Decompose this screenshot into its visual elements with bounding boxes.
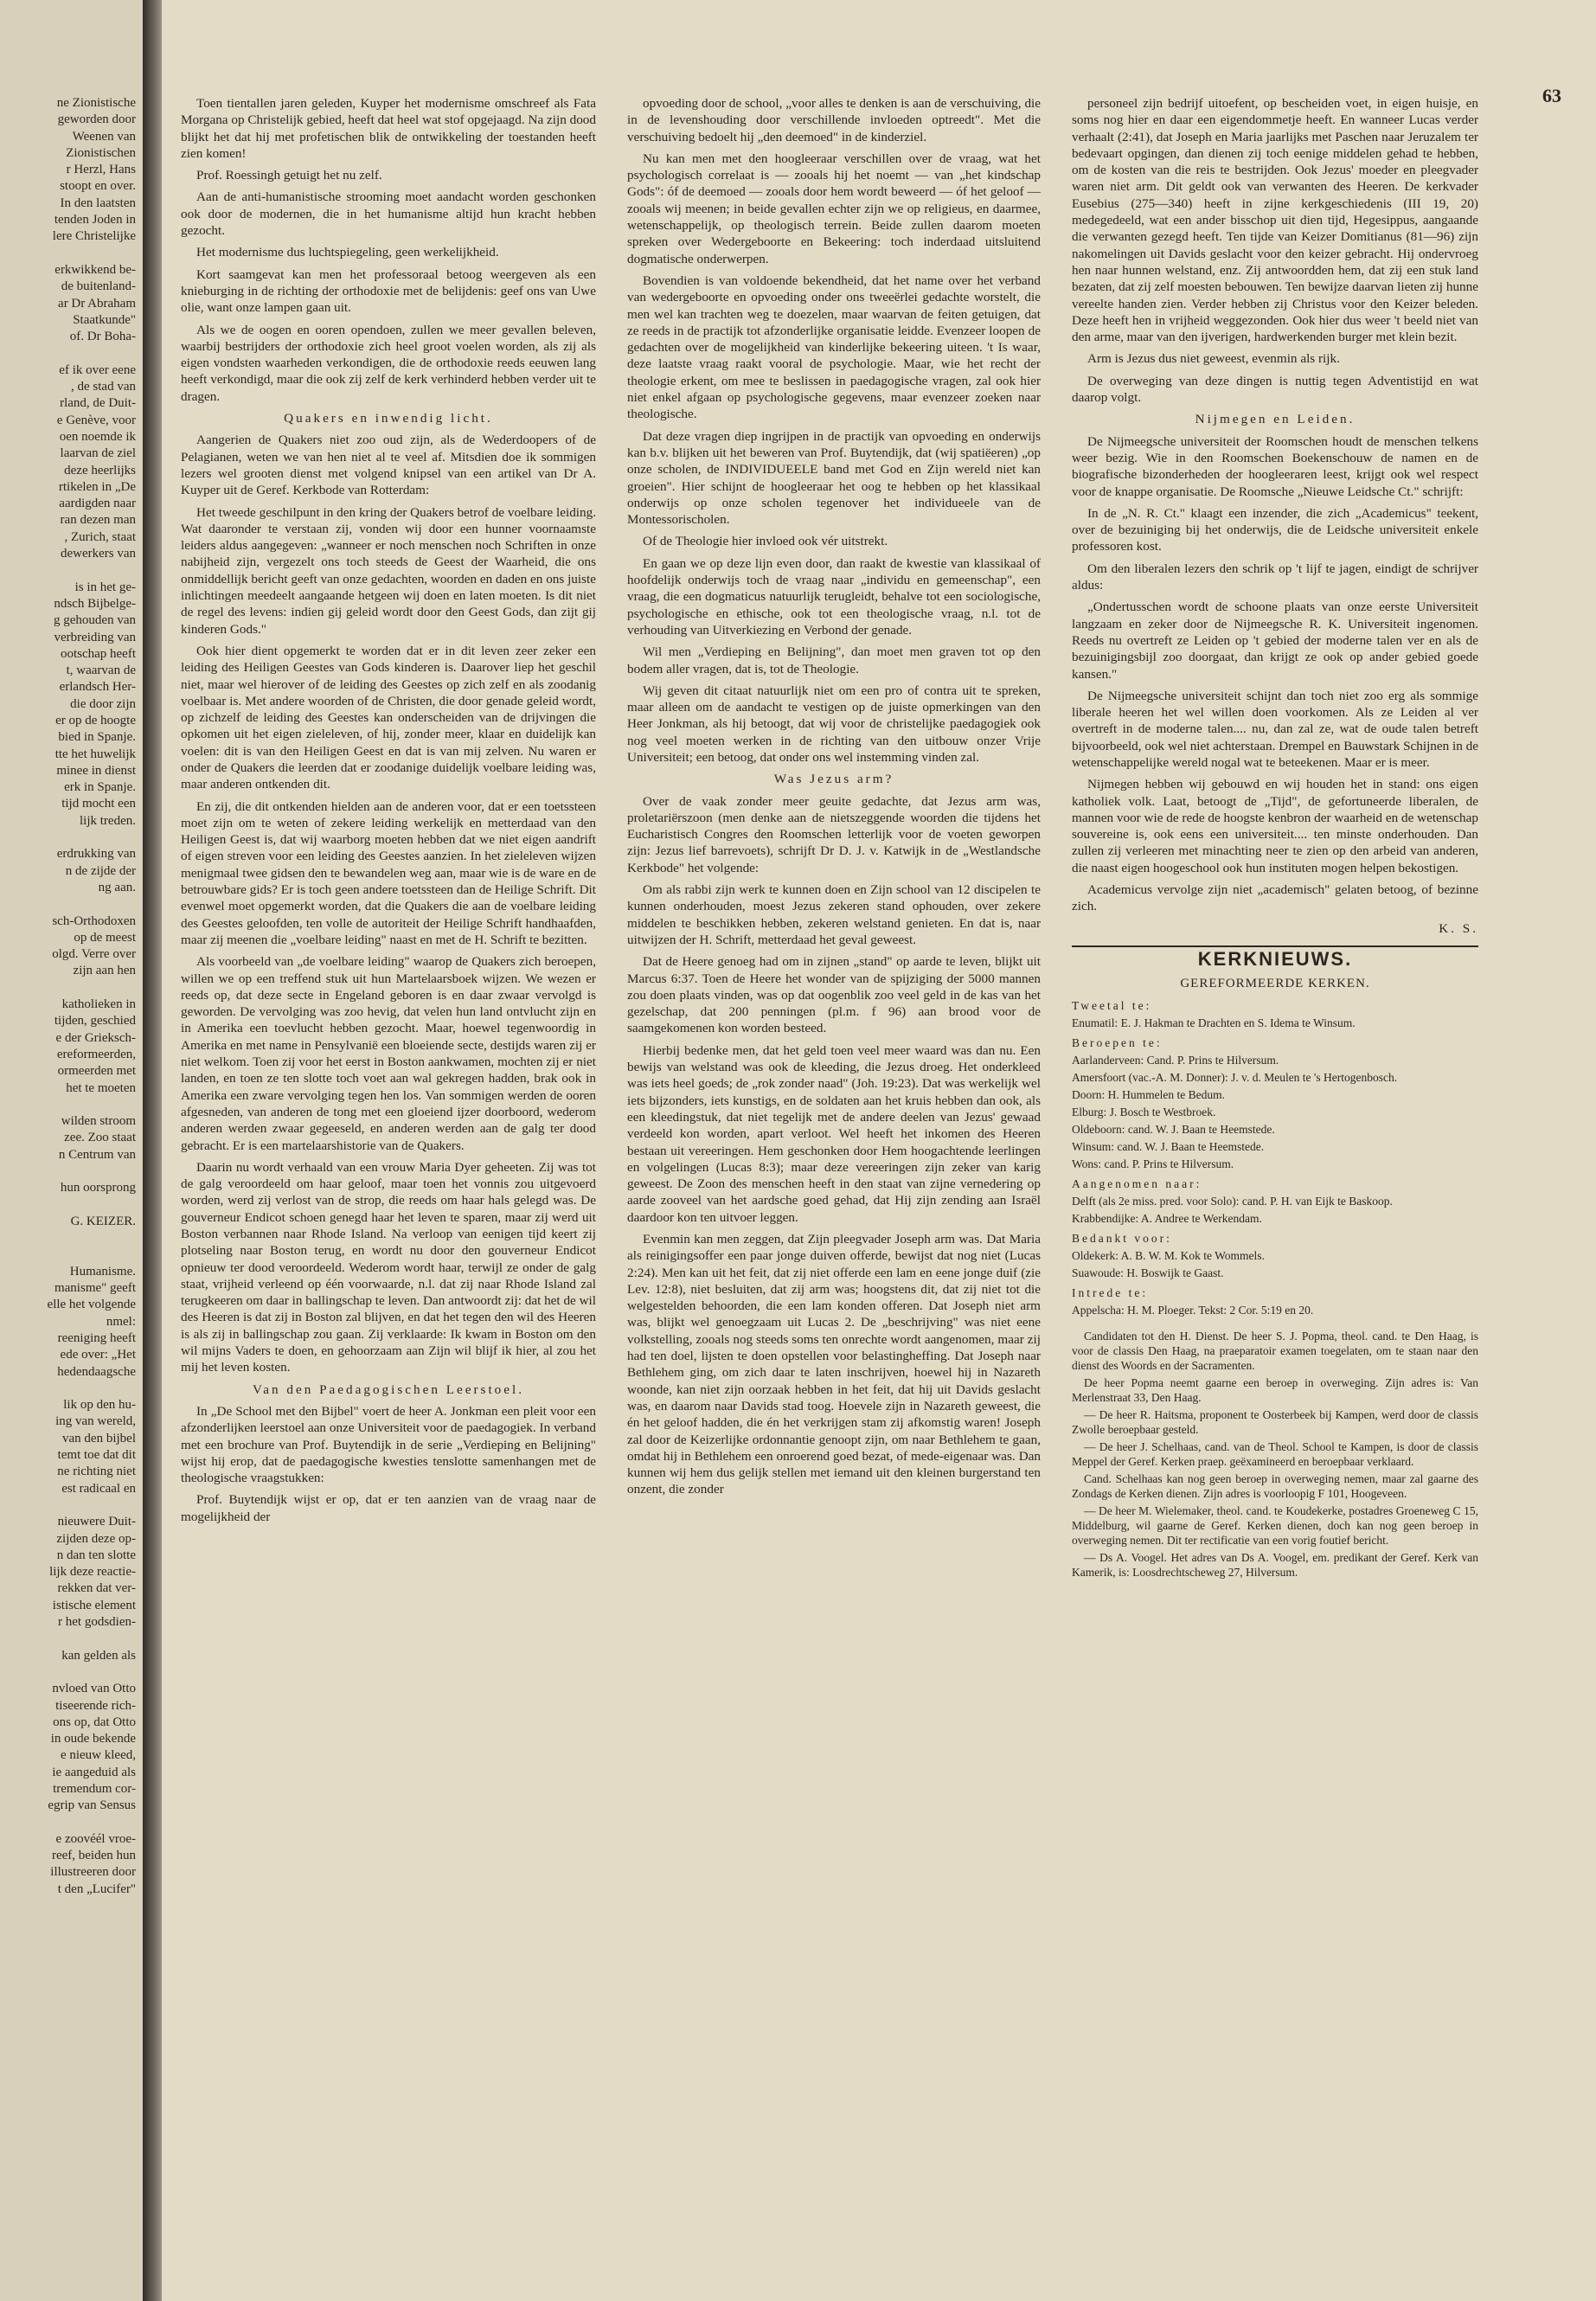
kerknieuws-notice: — De heer J. Schelhaas, cand. van de Theol. School te Kampen, is door de classis Meppel der Geref. Kerken praep. geëxamineerd en beroepbaar verklaard. xyxy=(1072,1439,1478,1468)
page-63 xyxy=(162,0,1596,2301)
kerknieuws-category: Tweetal te: xyxy=(1072,998,1152,1012)
paragraph: Wil men „Verdieping en Belijning", dan moet men graven tot op den bodem aller vragen, dat is, tot de Theologie. xyxy=(627,644,1041,676)
left-page-line: minee in dienst xyxy=(56,763,136,778)
kerknieuws-subheading: GEREFORMEERDE KERKEN. xyxy=(1180,977,1370,991)
left-page-line: tte het huwelijk xyxy=(54,747,136,761)
kerknieuws-category: Bedankt voor: xyxy=(1072,1231,1172,1245)
left-page-line: stoopt en over. xyxy=(60,179,136,194)
kerknieuws-entry: Enumatil: E. J. Hakman te Drachten en S. Idema te Winsum. xyxy=(1072,1016,1356,1029)
left-page-line: reeniging heeft xyxy=(57,1330,136,1345)
section-heading: Quakers en inwendig licht. xyxy=(284,411,493,426)
paragraph: Ook hier dient opgemerkt te worden dat er in dit leven zeer zeker een leiding des Heiligen Geestes van Gods kinderen is. Daarover liep het geschil niet, maar wel hierover of de leiding des Geestes op zich zelf en als zoodanig voelbaar is. Met andere woorden of de Christen, die door genade geleid wordt, op zichzelf de leiding des Geestes kan onderscheiden van de drijvingen die opkomen uit het eigen zieleleven, of hij, zonder meer, klaar en duidelijk kan voelen: dit is van den Heiligen Geest en dat is van mij zelven. Nu waren er onder de Quakers die leerden dat er zoodanige duidelijk voelbare leiding was, maar anderen ontkenden dit. xyxy=(181,643,596,792)
spacer xyxy=(1072,1320,1478,1329)
kerknieuws-entry: Oldeboorn: cand. W. J. Baan te Heemstede. xyxy=(1072,1122,1275,1136)
left-page-line xyxy=(0,246,143,262)
kerknieuws-entry: Doorn: H. Hummelen te Bedum. xyxy=(1072,1087,1225,1101)
left-page-line xyxy=(0,562,143,579)
left-page-line: ie aangeduid als xyxy=(52,1765,136,1779)
left-page-line xyxy=(0,896,143,913)
left-page-line: rland, de Duit- xyxy=(60,396,136,411)
kerknieuws-entry: Aarlanderveen: Cand. P. Prins te Hilversum. xyxy=(1072,1053,1279,1067)
left-page-line: kan gelden als xyxy=(61,1648,136,1663)
section-heading: Was Jezus arm? xyxy=(773,772,894,787)
left-page-line: erlandsch Her- xyxy=(59,680,136,695)
paragraph: Academicus vervolge zijn niet „academisch" gelaten betoog, of bezinne zich. xyxy=(1072,882,1478,914)
left-page-line: nvloed van Otto xyxy=(52,1682,136,1696)
left-page-line: lijk deze reactie- xyxy=(49,1565,136,1580)
paragraph: Om den liberalen lezers den schrik op 't lijf te jagen, eindigt de schrijver aldus: xyxy=(1072,561,1478,593)
left-page-line: manisme" geeft xyxy=(54,1281,136,1296)
paragraph: Evenmin kan men zeggen, dat Zijn pleegvader Joseph arm was. Dat Maria als reinigingsoffer een paar jonge duiven offerde, bewijst dat nog niet (Lucas 2:24). Men kan uit het feit, dat zij niet offerde een lam en eene jonge duif (zie Lev. 12:8), niet besluiten, dat zij arm was; hoogstens dit, dat zij niet tot die welgestelden behoorden, die een lam konden offeren. Dat Joseph niet arm was, blijkt wel genoegzaam uit Lucas 2. De „beschrijving" was niet eene volkstelling, zooals nog steeds soms ten onrechte wordt aangenomen, maar zij had ten doel, lijsten te doen opstellen voor belastingheffing. Dat Joseph naar Bethlehem ging, om zich daar te laten inschrijven, hoewel hij in Nazareth woonde, kan niet zijn oorzaak hebben in het feit, dat hij uit Davids geslacht was, en daarom naar Davids stad toog. Hoevele zijn in Nazareth geweest, die én het geloof hadden, die én het verkrijgen stam zij afkomstig waren! Joseph zal door de Keizerlijke ordonnantie genoopt zijn, om naar Bethlehem te gaan, omdat hij in Bethlehem een onroerend goed bezat, of mede-eigenaar was. Dan kunnen wij hem dus gelijk stellen met iemand uit den kleinen burgerstand ten onzent, die zonder xyxy=(627,1232,1041,1497)
left-page-line: e der Grieksch- xyxy=(55,1030,136,1045)
left-page-line: olgd. Verre over xyxy=(52,947,136,962)
left-page-line: erk in Spanje. xyxy=(64,780,136,795)
column-1 xyxy=(181,95,596,1530)
left-page-line: r het godsdien- xyxy=(58,1615,136,1630)
column-3-articles xyxy=(1072,95,1478,915)
left-page-line: lik op den hu- xyxy=(63,1398,136,1413)
paragraph: Bovendien is van voldoende bekendheid, dat het name over het verband van wedergeboorte en opvoeding onder ons tweeërlei gedachte worstelt, die men wel kan trachten weg te doezelen, maar waarvan de feiten getuigen, dat ze reeds in de practijk tot afzonderlijke organisatie leidde. Evenzeer loopen de gedachten over de mogelijkheid van kinderlijke bekeering uiteen. 't Is waar, deze laatste vraag raakt vooral de psychologie. Maar, wie het recht der theologie erkent, om mee te beslissen in paedagogische vragen, zal ook hier niet enkel afgaan op psychologische gegevens, maar evenzeer zoeken naar theologische. xyxy=(627,272,1041,422)
left-page-line: rekken dat ver- xyxy=(57,1581,136,1596)
paragraph: Prof. Buytendijk wijst er op, dat er ten aanzien van de vraag naar de mogelijkheid der xyxy=(181,1492,596,1524)
paragraph: Als voorbeeld van „de voelbare leiding" waarop de Quakers zich beroepen, willen we op een treffend stuk uit hun Martelaarsboek wijzen. We wezen er reeds op, dat deze secte in Engeland geboren is en daar zwaar vervolgd is geworden. De vervolging was zoo hevig, dat velen hun land ontvlucht zijn en in Amerika een toevlucht hebben gezocht. Maar, hoewel tegenwoordig in Amerika en met name in Pensylvanië een bloeiende secte, destijds waren zij er niet welkom. Toen zij voor het eerst in Boston aankwamen, mochten zij er niet landen, en toen ze ten slotte toch voet aan wal gekregen hadden, brak ook in Amerika een zware vervolging tegen hen los. Van sommigen werden de ooren afgesneden, van anderen de tong met een gloeiend ijzer doorboord, wederom anderen werden zwaar gegeeseld, en anderen werden aan de galg ter dood gebracht. Er is een martelaarshistorie van de Quakers. xyxy=(181,954,596,1153)
paragraph: opvoeding door de school, „voor alles te denken is aan de verschuiving, die in de levenshouding door verschillende invloeden optreedt". Met die verschuiving bedoelt hij „den deemoed" in de kinderziel. xyxy=(627,96,1041,144)
paragraph: Wij geven dit citaat natuurlijk niet om een pro of contra uit te spreken, maar alleen om de aandacht te vestigen op de juiste opmerkingen van den Heer Jonkman, als hij betoogt, dat wij voor de christelijke paedagogiek ook nog veel moeten werken in de richting van den uitbouw onzer Vrije Universiteit; een betoog, dat onder ons wel instemming vinden zal. xyxy=(627,683,1041,765)
left-page-line: hun oorsprong xyxy=(60,1181,136,1195)
left-page-line: er op de hoogte xyxy=(55,713,136,727)
left-page-line: tijden, geschied xyxy=(54,1014,136,1029)
left-page-line: tijd mocht een xyxy=(61,797,136,811)
kerknieuws-entry: Delft (als 2e miss. pred. voor Solo): cand. P. H. van Eijk te Baskoop. xyxy=(1072,1194,1393,1208)
left-page-line xyxy=(0,1664,143,1681)
left-page-line: bied in Spanje. xyxy=(58,730,136,745)
left-page-line: hedendaagsche xyxy=(57,1364,136,1379)
kerknieuws-entry: Amersfoort (vac.-A. M. Donner): J. v. d. Meulen te 's Hertogenbosch. xyxy=(1072,1070,1398,1084)
left-page-line xyxy=(0,1197,143,1214)
left-page-line: t, waarvan de xyxy=(66,663,136,678)
left-page-line: ng aan. xyxy=(98,880,136,894)
paragraph: personeel zijn bedrijf uitoefent, op bescheiden voet, in eigen huisje, en soms nog hier en daar een eigendommetje heeft. En wanneer Lucas verder verhaalt (2:41), dat Joseph en Maria jaarlijks met Paschen naar Jeruzalem ter bedevaart opgingen, dan dienen zij toch eenige middelen gehad te hebben, om de kosten van die reis te bestrijden. Ook Jezus' moeder en pleegvader waren niet arm. Dit geldt ook van verwanten des Heeren. De kerkvader Eusebius (275—340) heeft in zijne kerkgeschiedenis (III 19, 20) medegedeeld, wat een ander bisschop uit dien tijd, Hegesippus, aangaande die verwanten gezegd heeft. Ten tijde van Keizer Domitianus (81—96) zijn nakomelingen uit Davids geslacht voor den keizer gebracht. Hij ondervroeg hen naar hunnen welstand, enz. Zij antwoordden hem, dat zij een stuk land bezaten, dat zij zelf moesten bebouwen. Ten bewijze daarvan lieten zij hunne vereelte handen zien. Verder hebben zij Christus voor den Keizer beleden. Deze heeft hen in vrijheid weggezonden. Ook hier dus weer 't beeld niet van den arme, maar van den ijverigen, hardwerkenden burger met klein bezit. xyxy=(1072,96,1478,345)
left-page-line: op de meest xyxy=(74,930,136,945)
left-page-line: dewerkers van xyxy=(60,547,136,561)
kerknieuws-notice: — De heer R. Haitsma, proponent te Oosterbeek bij Kampen, werd door de classis Zwolle beroepbaar gesteld. xyxy=(1072,1407,1478,1436)
section-heading: Van den Paedagogischen Leerstoel. xyxy=(252,1381,525,1397)
left-page-line: temt toe dat dit xyxy=(57,1448,136,1463)
left-page-line: e nieuw kleed, xyxy=(60,1748,136,1763)
paragraph: Kort saamgevat kan men het professoraal betoog weergeven als een knieburging in de richting der orthodoxie met de belijdenis: geef ons van Uwe olie, want onze lampen gaan uit. xyxy=(181,266,596,316)
left-page-line: de buitenland- xyxy=(61,279,136,294)
paragraph: Daarin nu wordt verhaald van een vrouw Maria Dyer geheeten. Zij was tot de galg veroordeeld om haar geloof, maar toen het vonnis zou uitgevoerd worden, werd zij verlost van de strop, die reeds om haar hals gelegd was. De gouverneur Endicot schoen genegd haar het leven te sparen, maar zij werd uit Boston verbannen naar Rhode Island. Na verloop van eenigen tijd keert zij plotseling naar Boston terug, en wordt nu door den gouverneur Endicot opnieuw ter dood veroordeeld. Wederom wordt haar, terwijl ze onder de galg staat, vrijheid verleend op één voorwaarde, n.l. dat zij naar Rhode Island zal terugkeeren om daar in ballingschap te leven. Dan antwoordt zij: dat het de wil des Heeren is dat zij in Boston zal blijven, en dat het tegen den wil des Heeren is als zij in ballingschap zou gaan. Zij verklaarde: Ik kwam in Boston om den wil mijns Vaders te doen, en gehoorzaam aan Zijn wil blijf ik hier, al zou het mij het leven kosten. xyxy=(181,1159,596,1375)
left-page-line xyxy=(0,1097,143,1113)
column-3 xyxy=(1072,95,1478,1582)
paragraph: Dat de Heere genoeg had om in zijnen „stand" op aarde te leven, blijkt uit Marcus 6:37. Toen de Heere het wonder van de spijziging der 5000 mannen zou doen plaats vinden, was op dat oogenblik zoo veel geld in de kas van het gezelschap, dat 200 penningen (pl.m. f 96) aan brood voor de saamgekomenen kon worden besteed. xyxy=(627,954,1041,1036)
paragraph: De overweging van deze dingen is nuttig tegen Adventistijd en wat daarop volgt. xyxy=(1072,373,1478,406)
left-page-line: r Herzl, Hans xyxy=(66,163,136,177)
left-page-line: sch-Orthodoxen xyxy=(52,913,136,928)
kerknieuws-heading: KERKNIEUWS. xyxy=(1197,947,1353,970)
paragraph: „Ondertusschen wordt de schoone plaats van onze eerste Universiteit langzaam en zeker door de Nijmeegsche R. K. Universiteit ingenomen. Reeds nu overtreft ze Leiden op 't gebied der moderne talen ver en als de bezuinigingsbijl zoo doorgaat, dan krijgt ze ook op ander gebied goede kansen." xyxy=(1072,599,1478,682)
left-page-line: illustreeren door xyxy=(50,1865,136,1880)
left-page-line: est radicaal en xyxy=(61,1481,136,1496)
paragraph: En gaan we op deze lijn even door, dan raakt de kwestie van klassikaal of hoofdelijk onderwijs toch de vraag naar „individu en gemeenschap", een vraag, die een dogmaticus natuurlijk terugleidt, behalve tot een sociologische, psychologische en ethische, ook tot een theologische vraag, n.l. tot de verhouding van Uitverkiezing en Verbond der genade. xyxy=(627,555,1041,638)
section-rule xyxy=(1072,945,1478,947)
left-page-line xyxy=(0,1497,143,1514)
left-page-line: ootschap heeft xyxy=(60,646,136,661)
left-page-line: geworden door xyxy=(57,112,136,127)
article-signature: K. S. xyxy=(1439,920,1478,936)
left-page-line xyxy=(0,1163,143,1180)
left-page-line: G. KEIZER. xyxy=(70,1214,136,1228)
left-page-line xyxy=(0,830,143,846)
kerknieuws-notice: Cand. Schelhaas kan nog geen beroep in overweging nemen, maar zal gaarne des Zondags de Kerken dienen. Zijn adres is voorloopig F 101, Hoogeveen. xyxy=(1072,1471,1478,1500)
paragraph: Nijmegen hebben wij gebouwd en wij houden het in stand: ons eigen katholiek volk. Laat, betoogt de „Tijd", de gefortuneerde liberalen, de mannen voor wie de rede de hoogste kenbron der waarheid en de wetenschap souvereine is, ook eens een universiteit.... ten minste onderhouden. Dan zullen zij verleeren met minachting neer te zien op den arbeid van anderen, die naast eigen hoogeschool ook hun instituten mogen helpen bekostigen. xyxy=(1072,777,1478,875)
kerknieuws-notice: De heer Popma neemt gaarne een beroep in overweging. Zijn adres is: Van Merlenstraat 33, Den Haag. xyxy=(1072,1375,1478,1404)
left-page-line: lijk treden. xyxy=(80,813,136,828)
left-page-line xyxy=(0,1247,143,1263)
left-page-line: ne Zionistische xyxy=(56,96,136,110)
left-page-line: of. Dr Boha- xyxy=(69,330,136,344)
left-page-line: n de zijde der xyxy=(65,863,136,878)
kerknieuws-entry: Oldekerk: A. B. W. M. Kok te Wommels. xyxy=(1072,1248,1265,1262)
kerknieuws-category: Aangenomen naar: xyxy=(1072,1176,1202,1190)
left-page-line: ing van wereld, xyxy=(55,1414,136,1429)
left-page-line: die door zijn xyxy=(70,696,136,711)
paragraph: Dat deze vragen diep ingrijpen in de practijk van opvoeding en onderwijs kan b.v. blijken uit het beweren van Prof. Buytendijk, dat (wij spatiëeren) „op onze scholen, de INDIVIDUEELE band met God en Zijn wereld niet kan groeien". Hier schijnt de hoogleeraar het oog te hebben op het klassikaal onderwijs op onze scholen tegenover het individueele van de Montessorischolen. xyxy=(627,428,1041,528)
left-page-line: nmel: xyxy=(106,1314,136,1329)
paragraph: In „De School met den Bijbel" voert de heer A. Jonkman een pleit voor een afzonderlijken leerstoel aan onze Universiteit voor de paedagogiek. In verband met een brochure van Prof. Buytendijk in de serie „Verdieping en Belijning" wijst hij erop, dat de paedagogische kwesties tenslotte samenhangen met de theologische vraagstukken: xyxy=(181,1403,596,1486)
kerknieuws-entry: Suawoude: H. Boswijk te Gaast. xyxy=(1072,1266,1224,1279)
left-page-line: tiseerende rich- xyxy=(55,1698,136,1713)
kerknieuws-entry: Winsum: cand. W. J. Baan te Heemstede. xyxy=(1072,1139,1265,1153)
paragraph: Het modernisme dus luchtspiegeling, geen werkelijkheid. xyxy=(196,245,499,260)
left-page-line: t den „Lucifer" xyxy=(57,1881,136,1896)
left-page-line: verbreiding van xyxy=(54,630,136,644)
left-page-line: Zionistischen xyxy=(66,145,136,160)
left-page-line: reef, beiden hun xyxy=(51,1849,136,1863)
left-page-line xyxy=(0,1230,143,1247)
left-page-line: ereformeerden, xyxy=(56,1047,136,1061)
left-page-text xyxy=(0,0,143,1898)
paragraph: Aan de anti-humanistische strooming moet aandacht worden geschonken ook door de modernen, die in het humanisme altijd hun kracht hebben gezocht. xyxy=(181,189,596,239)
left-page-line: , de stad van xyxy=(71,380,136,394)
page-number: 63 xyxy=(1542,85,1561,106)
left-page-line: ran dezen man xyxy=(60,513,136,528)
left-page-line: zijden deze op- xyxy=(56,1531,136,1546)
left-page-line: in oude bekende xyxy=(50,1732,136,1747)
left-page-line: egrip van Sensus xyxy=(48,1798,136,1813)
left-page-line xyxy=(0,345,143,362)
left-page-line: lere Christelijke xyxy=(52,229,136,244)
left-page-line: ndsch Bijbelge- xyxy=(54,596,136,611)
kerknieuws-entry: Wons: cand. P. Prins te Hilversum. xyxy=(1072,1157,1234,1170)
left-page-line: elle het volgende xyxy=(47,1298,136,1312)
paragraph: En zij, die dit ontkenden hielden aan de anderen voor, dat er een toetssteen moet zijn om te weten of zekere leiding werkelijk en metterdaad van den Heiligen Geest is, dat wij waarborg moeten hebben dat we niet eigen aandrift of eigen streven voor een leiding des Geestes aanzien. In het zieleleven wijzen menigmaal twee gidsen den te bewandelen weg aan, maar wie is de ware en de betrouwbare gids? Er is toch geen andere toetssteen dan de Heilige Schrift. Dit evenwel moet opgemerkt worden, dat die Quakers die aan de voelbare leiding des Geestes geloofden, ten volle de autoriteit der Heilige Schrift handhaafden, maar zij meenen die „voelbare leiding" naast en met de H. Schrift te bezitten. xyxy=(181,798,596,947)
left-page-line: rtikelen in „De xyxy=(58,479,136,494)
left-page-line: ef ik over eene xyxy=(59,362,136,377)
left-page-line: istische element xyxy=(52,1598,136,1612)
paragraph: Om als rabbi zijn werk te kunnen doen en Zijn school van 12 discipelen te kunnen onderhouden, moest Jezus zekeren stand ophouden, over zekere middelen te beschikken hebben, zekeren welstand genieten. En dat is, naar uitwijzen der H. Schrift, metterdaad het geval geweest. xyxy=(627,882,1041,947)
left-page-line: tenden Joden in xyxy=(54,213,136,228)
book-gutter xyxy=(143,0,162,2301)
paragraph: Hierbij bedenke men, dat het geld toen veel meer waard was dan nu. Een bewijs van welstand was ook de kleeding, die Jezus droeg. Het onderkleed was iets heel goeds; de „rok zonder naad" (Joh. 19:23). Dat was werkelijk wel iets bijzonders, iets kunstigs, en de soldaten aan het kruis hebben dan ook, als een kleedingstuk, dat niet tegelijk met de andere deelen van Jezus' gewaad verdeeld kon worden, apart verloot. Wel heeft het inkomen des Heeren bestaan uit vereeringen. Hem geschonken door Hem hoogachtende leerlingen en volgelingen (Lucas 8:3); maar deze vereeringen zijn zeker van karig geweest. De Zoon des menschen heeft in den staat van zijne vernedering op aarde zooveel van het aardsche goed gehad, dat Hij zijn zending aan Israël daardoor kon ten uitvoer leggen. xyxy=(627,1042,1041,1225)
left-page-line: Humanisme. xyxy=(69,1264,136,1279)
paragraph: Nu kan men met den hoogleeraar verschillen over de vraag, wat het psychologisch correlaat is — zooals hij het noemt — van „het kindschap Gods": óf de deemoed — zooals door hem wordt beweerd — óf het geloof — zooals wij meenen; in beide gevallen echter zijn we op religieus, en daarmee, wetenschappelijk, op theologisch terrein. Beide zullen daarom moeten spreken over Wedergeboorte en Bekeering: toch inderdaad uitsluitend dogmatische onderwerpen. xyxy=(627,151,1041,266)
left-page-line xyxy=(0,1381,143,1397)
kerknieuws-category: Beroepen te: xyxy=(1072,1035,1163,1049)
paragraph: Aangerien de Quakers niet zoo oud zijn, als de Wederdoopers of de Pelagianen, weten we van hen niet al te veel af. Mitsdien doe ik sommigen lezers wel grooten dienst met volgend knipsel van een artikel van Dr A. Kuyper uit de Geref. Kerkbode van Rotterdam: xyxy=(181,433,596,498)
left-page-line: n Centrum van xyxy=(58,1147,136,1162)
left-page-line: zijn aan hen xyxy=(73,964,136,978)
column-2 xyxy=(627,95,1041,1503)
left-page-line: oen noemde ik xyxy=(59,429,136,444)
left-page-line: ne richting niet xyxy=(57,1465,136,1479)
left-page-line: Weenen van xyxy=(72,129,136,144)
left-page-line xyxy=(0,1815,143,1831)
left-page-line: aardigden naar xyxy=(59,497,136,511)
left-page-line: is in het ge- xyxy=(74,580,136,594)
paragraph: In de „N. R. Ct." klaagt een inzender, die zich „Academicus" teekent, over de bezuiniging bij het onderwijs, die de Leidsche universiteit enkele professoren kost. xyxy=(1072,505,1478,554)
left-page-line: e zoovéél vroe- xyxy=(55,1831,136,1846)
left-page-line: n dan ten slotte xyxy=(56,1548,136,1562)
left-page-line: Staatkunde" xyxy=(73,312,136,327)
left-page-line: van den bijbel xyxy=(62,1431,136,1445)
paragraph: Toen tientallen jaren geleden, Kuyper het modernisme omschreef als Fata Morgana op Christelijk gebied, heeft dat heel wat stof opgejaagd. Na zijn dood blijkt het dat hij met profetischen blik de ontwikkeling der toestanden heeft zien komen! xyxy=(181,96,596,161)
left-page-line: het te moeten xyxy=(66,1080,136,1095)
section-heading: Nijmegen en Leiden. xyxy=(1195,412,1356,427)
kerknieuws-entry: Krabbendijke: A. Andree te Werkendam. xyxy=(1072,1211,1262,1225)
left-page-line: erkwikkend be- xyxy=(54,262,136,277)
kerknieuws-notice: Candidaten tot den H. Dienst. De heer S. J. Popma, theol. cand. te Den Haag, is voor de classis Den Haag, na praeparatoir examen toegelaten, om te staan naar den dienst des Woords en der Sacramenten. xyxy=(1072,1329,1478,1372)
left-page-line: g gehouden van xyxy=(54,613,136,628)
paragraph: Arm is Jezus dus niet geweest, evenmin als rijk. xyxy=(1087,351,1340,367)
paragraph: De Nijmeegsche universiteit schijnt dan toch niet zoo erg als sommige liberale heeren het wel willen doen voorkomen. Als ze Leiden al ver overtreft in de moderne talen.... nu, dan zal ze, wat de oude talen betreft bijvoorbeeld, ook wel niet achterstaan. Drempel en Bauwstark Schijnen in de wetenschappelijke wereld nogal wat te beteekenen. Maar er is meer. xyxy=(1072,688,1478,770)
left-page-line: wilden stroom xyxy=(61,1114,136,1129)
kerknieuws-list xyxy=(1072,998,1478,1580)
paragraph: Over de vaak zonder meer geuite gedachte, dat Jezus arm was, proletariërszoon (men denke aan de nietszeggende woorden die tijdens het Eucharistisch Congres den Roomschen letterlijk voor de voeten geworpen zijn: Jezus lief barrevoets), schrijft Dr D. J. v. Katwijk in de „Westlandsche Kerkbode" het volgende: xyxy=(627,793,1041,875)
left-page-line: , Zurich, staat xyxy=(64,529,136,544)
left-page-line: katholieken in xyxy=(61,997,136,1012)
paragraph: Als we de oogen en ooren opendoen, zullen we meer gevallen beleven, waarbij bestrijders der orthodoxie zich heel groot voelen worden, als zij als eigen vondsten waarheden verkondigen, die de orthodoxie reeds eeuwen lang heeft verkondigd, maar die ook zij zelf de kerk verhinderd hebben verder uit te dragen. xyxy=(181,322,596,404)
left-page-line: e Genève, voor xyxy=(56,413,136,427)
kerknieuws-notice: — De heer M. Wielemaker, theol. cand. te Koudekerke, postadres Groeneweg C 15, Middelburg, wil gaarne de Geref. Kerken dienen, doch kan nog geen beroep in overweging nemen. Dit ter rectificatie van een vorig foutief bericht. xyxy=(1072,1503,1478,1547)
left-page-line: ede over: „Het xyxy=(60,1348,136,1362)
paragraph: Het tweede geschilpunt in den kring der Quakers betrof de voelbare leiding. Wat daaronder te verstaan zij, vonden wij door een hunner voornaamste leiders aldus aangegeven: „wanneer er noch menschen noch Schriften in onze nabijheid zijn, vergezelt ons toch steeds de Geest der Waarheid, die ons onmiddellijk bericht geeft van onze gedachten, woorden en daden en ons juiste inlichtingen meedeelt aangaande hetgeen wij doen en laten moeten. Is dit niet de regel des levens: indien gij geleid wordt door den Geest Gods, dan zijt gij kinderen Gods." xyxy=(181,504,596,637)
left-page-line: zee. Zoo staat xyxy=(64,1131,136,1145)
left-page-line: erdrukking van xyxy=(56,847,136,862)
kerknieuws-entry: Appelscha: H. M. Ploeger. Tekst: 2 Cor. 5:19 en 20. xyxy=(1072,1303,1314,1317)
kerknieuws-category: Intrede te: xyxy=(1072,1285,1149,1299)
left-page-line xyxy=(0,1631,143,1647)
left-page-line xyxy=(0,980,143,997)
kerknieuws-notice: — Ds A. Voogel. Het adres van Ds A. Voogel, em. predikant der Geref. Kerk van Kamerik, is: Loosdrechtscheweg 27, Hilversum. xyxy=(1072,1550,1478,1579)
left-page-line: In den laatsten xyxy=(60,195,136,210)
left-page-line: tremendum cor- xyxy=(53,1781,136,1796)
paragraph: Of de Theologie hier invloed ook vér uitstrekt. xyxy=(643,534,888,549)
left-page-line: nieuwere Duit- xyxy=(57,1515,136,1529)
left-page-line: deze heerlijks xyxy=(64,463,136,478)
left-page-line: laarvan de ziel xyxy=(60,446,136,461)
left-page-line: ons op, dat Otto xyxy=(53,1715,136,1729)
left-page-line: ar Dr Abraham xyxy=(58,296,136,311)
paragraph: De Nijmeegsche universiteit der Roomschen houdt de menschen telkens weer bezig. Wie in den Roomschen Boekenschouw de namen en de biografische bizonderheden der hoogleeraren leest, krijgt ook wel respect voor de knappe organisatie. De Roomsche „Nieuwe Leidsche Ct." schrijft: xyxy=(1072,433,1478,499)
paragraph: Prof. Roessingh getuigt het nu zelf. xyxy=(196,168,382,183)
kerknieuws-entry: Elburg: J. Bosch te Westbroek. xyxy=(1072,1105,1216,1118)
left-page-fragment xyxy=(0,0,144,2301)
left-page-line: ormeerden met xyxy=(57,1064,136,1079)
